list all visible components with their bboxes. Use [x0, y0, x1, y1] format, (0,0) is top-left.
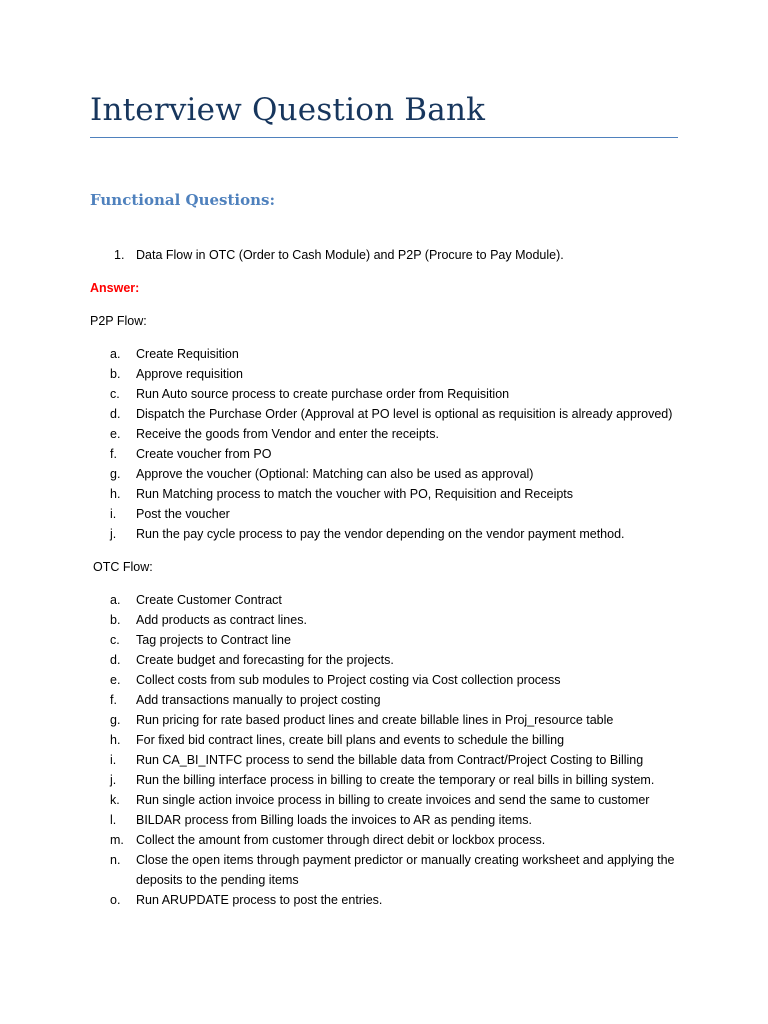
otc-step-item	[110, 790, 696, 810]
otc-step-item	[110, 630, 696, 650]
p2p-step-item	[110, 404, 696, 424]
list-marker: e.	[110, 427, 121, 441]
list-item-text: Run Auto source process to create purchase order from Requisition	[136, 387, 510, 401]
p2p-step-item	[110, 344, 696, 364]
p2p-step-item	[110, 504, 696, 524]
section-heading: Functional Questions:	[90, 191, 275, 209]
list-marker: c.	[110, 387, 120, 401]
otc-step-item	[110, 650, 696, 670]
list-marker: k.	[110, 793, 120, 807]
otc-step-item	[110, 810, 696, 830]
list-item-text: Create Customer Contract	[136, 593, 282, 607]
page-title: Interview Question Bank	[90, 92, 486, 128]
list-marker: h.	[110, 487, 121, 501]
otc-step-item	[110, 830, 696, 850]
list-marker: n.	[110, 853, 121, 867]
list-marker: i.	[110, 507, 117, 521]
list-item-text: BILDAR process from Billing loads the invoices to AR as pending items.	[136, 813, 533, 827]
list-item-text: For fixed bid contract lines, create bill plans and events to schedule the billing	[136, 733, 565, 747]
list-item-text: Approve the voucher (Optional: Matching can also be used as approval)	[136, 467, 534, 481]
list-item-text: Run the pay cycle process to pay the vendor depending on the vendor payment method.	[136, 527, 625, 541]
list-marker: a.	[110, 347, 121, 361]
list-marker: h.	[110, 733, 121, 747]
p2p-steps-list	[110, 344, 696, 544]
otc-steps-list	[110, 590, 696, 910]
list-item-text: Close the open items through payment predictor or manually creating worksheet and applying the deposits to the pending items	[136, 853, 675, 887]
list-item-text: Create budget and forecasting for the projects.	[136, 653, 394, 667]
list-marker: g.	[110, 713, 121, 727]
list-item-text: Run the billing interface process in billing to create the temporary or real bills in billing system.	[136, 773, 655, 787]
list-marker: j.	[110, 773, 117, 787]
list-item-text: Dispatch the Purchase Order (Approval at PO level is optional as requisition is already approved)	[136, 407, 673, 421]
title-divider	[90, 137, 678, 138]
list-marker: d.	[110, 407, 121, 421]
otc-step-item	[110, 750, 696, 770]
list-item-text: Create voucher from PO	[136, 447, 272, 461]
list-marker: a.	[110, 593, 121, 607]
otc-step-item	[110, 670, 696, 690]
list-marker: l.	[110, 813, 117, 827]
otc-step-item	[110, 590, 696, 610]
list-item-text: Approve requisition	[136, 367, 244, 381]
list-item-text: Receive the goods from Vendor and enter the receipts.	[136, 427, 439, 441]
p2p-step-item	[110, 524, 696, 544]
otc-step-item	[110, 610, 696, 630]
list-item-text: Create Requisition	[136, 347, 239, 361]
list-marker: c.	[110, 633, 120, 647]
p2p-step-item	[110, 424, 696, 444]
otc-step-item	[110, 890, 696, 910]
list-marker: o.	[110, 893, 121, 907]
list-marker: i.	[110, 753, 117, 767]
list-item-text: Run pricing for rate based product lines and create billable lines in Proj_resource table	[136, 713, 614, 727]
list-marker: b.	[110, 613, 121, 627]
list-marker: d.	[110, 653, 121, 667]
list-item-text: Run single action invoice process in billing to create invoices and send the same to customer	[136, 793, 650, 807]
otc-step-item	[110, 770, 696, 790]
list-marker: e.	[110, 673, 121, 687]
list-marker: j.	[110, 527, 117, 541]
list-item-text: Post the voucher	[136, 507, 230, 521]
otc-step-item	[110, 850, 696, 890]
list-item-text: Run ARUPDATE process to post the entries.	[136, 893, 383, 907]
list-marker: g.	[110, 467, 121, 481]
p2p-step-item	[110, 484, 696, 504]
list-item-text: Add transactions manually to project costing	[136, 693, 381, 707]
list-item-text: Run Matching process to match the voucher with PO, Requisition and Receipts	[136, 487, 574, 501]
list-marker: m.	[110, 833, 124, 847]
otc-flow-label: OTC Flow:	[93, 560, 153, 574]
otc-step-item	[110, 690, 696, 710]
question-text: Data Flow in OTC (Order to Cash Module) and P2P (Procure to Pay Module).	[136, 248, 564, 262]
question-number: 1.	[114, 248, 125, 262]
otc-step-item	[110, 710, 696, 730]
list-marker: f.	[110, 447, 117, 461]
p2p-flow-label: P2P Flow:	[90, 314, 147, 328]
list-item-text: Run CA_BI_INTFC process to send the billable data from Contract/Project Costing to Billing	[136, 753, 644, 767]
p2p-step-item	[110, 364, 696, 384]
p2p-step-item	[110, 444, 696, 464]
list-item-text: Tag projects to Contract line	[136, 633, 291, 647]
list-item-text: Collect the amount from customer through direct debit or lockbox process.	[136, 833, 546, 847]
otc-step-item	[110, 730, 696, 750]
list-item-text: Collect costs from sub modules to Project costing via Cost collection process	[136, 673, 561, 687]
list-marker: b.	[110, 367, 121, 381]
answer-label: Answer:	[90, 281, 140, 295]
p2p-step-item	[110, 384, 696, 404]
list-item-text: Add products as contract lines.	[136, 613, 307, 627]
p2p-step-item	[110, 464, 696, 484]
list-marker: f.	[110, 693, 117, 707]
